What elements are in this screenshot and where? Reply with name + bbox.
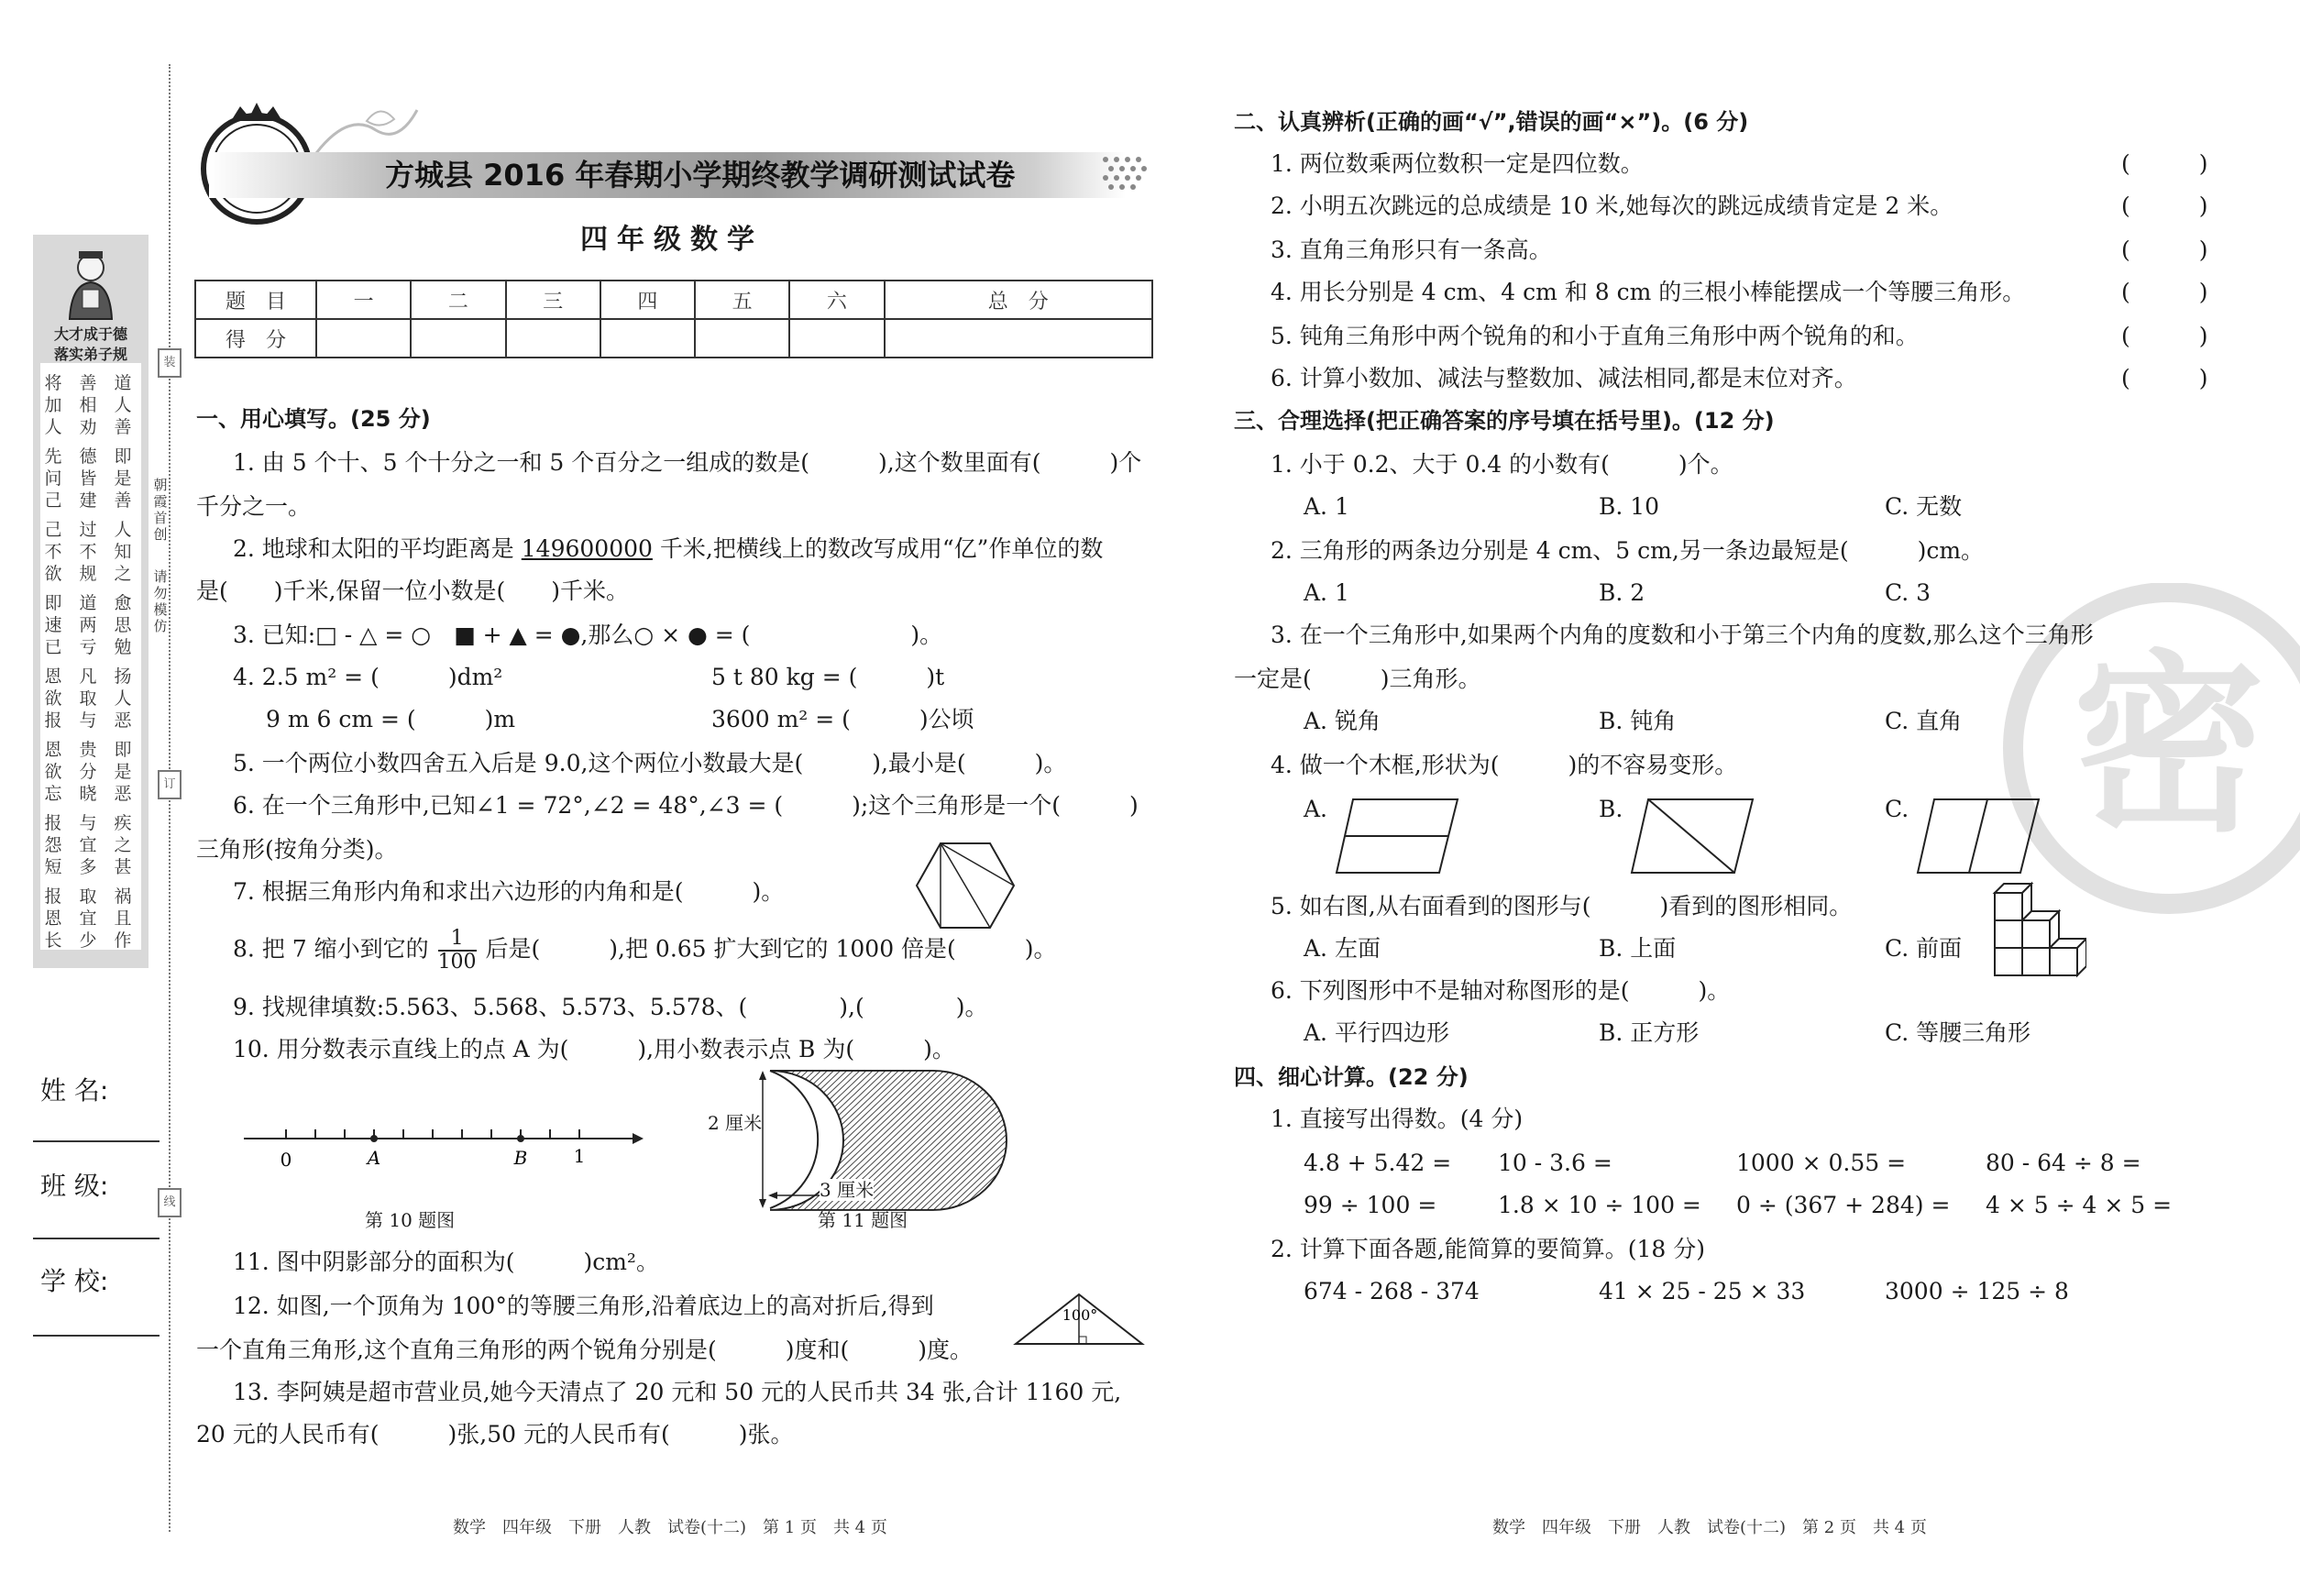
verse-col: 善相劝 — [79, 373, 97, 437]
question-2-line-1 — [233, 534, 1103, 565]
score-header-cell: 一 — [316, 281, 411, 319]
choice-6-option-b: B. 正方形 — [1599, 1019, 1700, 1046]
score-cell[interactable] — [789, 319, 884, 358]
verse-col: 扬人恶 — [114, 666, 132, 731]
motto-verses — [40, 363, 141, 950]
choice-2: 2. 三角形的两条边分别是 4 cm、5 cm,另一条边最短是( )cm。 — [1271, 537, 1985, 564]
choice-4-option-a: A. — [1304, 796, 1328, 822]
calc-2-title: 2. 计算下面各题,能简算的要简算。(18 分) — [1271, 1236, 1706, 1262]
point-a — [370, 1135, 378, 1142]
choice-3-line-1: 3. 在一个三角形中,如果两个内角的度数和小于第三个内角的度数,那么这个三角形 — [1271, 622, 2094, 648]
judge-6-answer[interactable]: ( ) — [2121, 365, 2208, 391]
section-2-title: 二、认真辨析(正确的画“√”,错误的画“×”)。(6 分) — [1234, 109, 1749, 135]
verse-col: 德皆建 — [79, 446, 97, 511]
question-7: 7. 根据三角形内角和求出六边形的内角和是( )。 — [233, 878, 785, 905]
semicircle-figure — [757, 1069, 1008, 1216]
choice-2-option-c: C. 3 — [1885, 579, 1931, 606]
calc-1-item: 1.8 × 10 ÷ 100 = — [1498, 1192, 1701, 1218]
question-13-line-1: 13. 李阿姨是超市营业员,她今天清点了 20 元和 50 元的人民币共 34 张,合计 1160 元, — [233, 1379, 1122, 1405]
choice-6-option-a: A. 平行四边形 — [1304, 1019, 1449, 1046]
score-row-label: 得 分 — [195, 319, 316, 358]
score-cell[interactable] — [316, 319, 411, 358]
question-12-line-1: 12. 如图,一个顶角为 100°的等腰三角形,沿着底边上的高对折后,得到 — [233, 1293, 934, 1319]
section-4-title: 四、细心计算。(22 分) — [1234, 1064, 1469, 1090]
fraction-denominator: 100 — [437, 951, 477, 974]
page-2-footer: 数学 四年级 下册 人教 试卷(十二) 第 2 页 共 4 页 — [1492, 1518, 1927, 1537]
parallelogram-c-figure — [1916, 798, 2041, 875]
page-1-footer: 数学 四年级 下册 人教 试卷(十二) 第 1 页 共 4 页 — [453, 1518, 887, 1537]
point-b — [517, 1135, 524, 1142]
class-label: 班 级: — [40, 1171, 109, 1201]
name-label: 姓 名: — [40, 1075, 109, 1106]
question-1-line-2: 千分之一。 — [196, 493, 312, 520]
dot-pattern-icon — [1100, 154, 1155, 196]
score-header-cell: 题 目 — [195, 281, 316, 319]
name-field[interactable] — [33, 1140, 160, 1142]
choice-6: 6. 下列图形中不是轴对称图形的是( )。 — [1271, 977, 1731, 1004]
question-4-b-left: 9 m 6 cm = ( )m — [266, 706, 516, 732]
question-6-line-1: 6. 在一个三角形中,已知∠1 = 72°,∠2 = 48°,∠3 = ( );这个三角形是一个( ) — [233, 792, 1139, 819]
choice-4-option-c: C. — [1885, 796, 1909, 822]
verse-col: 道两亏 — [79, 593, 97, 657]
verse-col: 恩欲忘 — [44, 740, 62, 804]
question-10: 10. 用分数表示直线上的点 A 为( ),用小数表示点 B 为( )。 — [233, 1036, 955, 1062]
verse-col: 过不规 — [79, 520, 97, 584]
score-value-row — [195, 319, 1152, 358]
number-line-one: 1 — [573, 1145, 586, 1167]
score-cell[interactable] — [600, 319, 695, 358]
cube-stack-figure — [1991, 880, 2086, 981]
score-header-cell: 四 — [600, 281, 695, 319]
choice-5-option-c: C. 前面 — [1885, 935, 1963, 962]
exam-subtitle: 四年级数学 — [580, 224, 764, 256]
apex-angle-label: 100° — [1062, 1306, 1098, 1324]
verse-col: 道人善 — [114, 373, 132, 437]
verse-col: 将加人 — [44, 373, 62, 437]
score-header-cell: 二 — [411, 281, 505, 319]
question-8-prefix: 8. 把 7 缩小到它的 — [233, 935, 429, 963]
score-cell[interactable] — [695, 319, 789, 358]
fraction-numerator: 1 — [438, 928, 477, 952]
question-11: 11. 图中阴影部分的面积为( )cm²。 — [233, 1249, 659, 1275]
vertical-note-1: 朝霞首创 — [153, 477, 168, 543]
verse-col: 愈思勉 — [114, 593, 132, 657]
verse-col: 即是善 — [114, 446, 132, 511]
score-header-cell: 三 — [506, 281, 600, 319]
hexagon-figure — [913, 840, 1018, 931]
question-4-b-right: 3600 m² = ( )公顷 — [711, 706, 974, 732]
choice-1-option-a: A. 1 — [1304, 493, 1349, 520]
choice-3-option-b: B. 钝角 — [1599, 708, 1677, 734]
calc-1-item: 4 × 5 ÷ 4 × 5 = — [1986, 1192, 2173, 1218]
judge-1: 1. 两位数乘两位数积一定是四位数。 — [1271, 150, 1644, 177]
calc-2-item: 674 - 268 - 374 — [1304, 1278, 1480, 1304]
judge-3: 3. 直角三角形只有一条高。 — [1271, 237, 1552, 263]
question-2-prefix: 2. 地球和太阳的平均距离是 — [233, 535, 514, 562]
exam-title: 方城县 2016 年春期小学期终教学调研测试试卷 — [385, 158, 1016, 193]
score-header-cell: 总 分 — [885, 281, 1153, 319]
scholar-icon — [59, 248, 123, 321]
judge-2: 2. 小明五次跳远的总成绩是 10 米,她每次的跳远成绩肯定是 2 米。 — [1271, 193, 1953, 219]
choice-2-option-a: A. 1 — [1304, 579, 1349, 606]
score-cell[interactable] — [506, 319, 600, 358]
verse-col: 取宜少 — [79, 886, 97, 951]
vertical-note-2: 请勿模仿 — [153, 568, 168, 634]
judge-6: 6. 计算小数加、减法与整数加、减法相同,都是末位对齐。 — [1271, 365, 1857, 391]
question-2-line-2: 是( )千米,保留一位小数是( )千米。 — [196, 578, 629, 604]
calc-1-item: 80 - 64 ÷ 8 = — [1986, 1150, 2141, 1176]
verse-col: 凡取与 — [79, 666, 97, 731]
calc-1-title: 1. 直接写出得数。(4 分) — [1271, 1106, 1524, 1132]
question-3: 3. 已知:□ - △ = ○ ■ + ▲ = ●,那么○ × ● = ( )。 — [233, 622, 943, 648]
isosceles-triangle-figure — [1012, 1291, 1146, 1348]
question-4-a-left: 4. 2.5 m² = ( )dm² — [233, 664, 503, 690]
seal-ding: 订 — [158, 770, 182, 799]
school-label: 学 校: — [40, 1266, 109, 1296]
verse-col: 人知之 — [114, 520, 132, 584]
motto-line-2: 落实弟子规 — [53, 346, 127, 363]
watermark-char: 密 — [2072, 633, 2266, 858]
school-field[interactable] — [33, 1335, 160, 1337]
verse-col: 报怨短 — [44, 813, 62, 877]
parallelogram-a-figure — [1335, 798, 1459, 875]
calc-2-item: 3000 ÷ 125 ÷ 8 — [1885, 1278, 2069, 1304]
question-4-a-right: 5 t 80 kg = ( )t — [711, 664, 945, 690]
figure-11-height-label: 2 厘米 — [708, 1112, 763, 1134]
section-1-title: 一、用心填写。(25 分) — [196, 406, 431, 432]
number-line-b-label: B — [513, 1147, 528, 1169]
verse-col: 即速已 — [44, 593, 62, 657]
score-header-row — [195, 281, 1152, 319]
question-8-suffix: 后是( ),把 0.65 扩大到它的 1000 倍是( )。 — [485, 935, 1057, 963]
choice-1-option-b: B. 10 — [1599, 493, 1660, 520]
parallelogram-b-figure — [1630, 798, 1755, 875]
verse-col: 与宜多 — [79, 813, 97, 877]
calc-1-item: 0 ÷ (367 + 284) = — [1736, 1192, 1951, 1218]
score-table — [194, 280, 1153, 358]
question-13-line-2: 20 元的人民币有( )张,50 元的人民币有( )张。 — [196, 1421, 794, 1447]
judge-4: 4. 用长分别是 4 cm、4 cm 和 8 cm 的三根小棒能摆成一个等腰三角形。 — [1271, 279, 2026, 305]
fraction — [438, 928, 477, 974]
verse-col: 即是恶 — [114, 740, 132, 804]
question-5: 5. 一个两位小数四舍五入后是 9.0,这个两位小数最大是( ),最小是( )。 — [233, 750, 1067, 776]
verse-col: 恩欲报 — [44, 666, 62, 731]
choice-4: 4. 做一个木框,形状为( )的不容易变形。 — [1271, 752, 1738, 778]
class-field[interactable] — [33, 1238, 160, 1239]
judge-4-answer[interactable]: ( ) — [2121, 279, 2208, 305]
judge-5: 5. 钝角三角形中两个锐角的和小于直角三角形中两个锐角的和。 — [1271, 323, 1919, 349]
judge-1-answer[interactable]: ( ) — [2121, 150, 2208, 177]
number-line-figure — [235, 1120, 647, 1175]
verse-col: 报恩长 — [44, 886, 62, 951]
section-3-title: 三、合理选择(把正确答案的序号填在括号里)。(12 分) — [1234, 408, 1775, 434]
choice-6-option-c: C. 等腰三角形 — [1885, 1019, 2031, 1046]
motto-panel — [33, 235, 149, 968]
calc-1-item: 99 ÷ 100 = — [1304, 1192, 1437, 1218]
distance-number: 149600000 — [521, 535, 653, 562]
choice-5-option-a: A. 左面 — [1304, 935, 1381, 962]
judge-3-answer[interactable]: ( ) — [2121, 237, 2208, 263]
verse-col: 先问己 — [44, 446, 62, 511]
choice-1: 1. 小于 0.2、大于 0.4 的小数有( )个。 — [1271, 451, 1733, 478]
score-cell[interactable] — [885, 319, 1153, 358]
figure-10-caption: 第 10 题图 — [365, 1209, 456, 1231]
calc-1-item: 1000 × 0.55 = — [1736, 1150, 1907, 1176]
choice-3-option-c: C. 直角 — [1885, 708, 1963, 734]
question-6-line-2: 三角形(按角分类)。 — [196, 836, 398, 863]
figure-11-caption: 第 11 题图 — [818, 1209, 908, 1231]
judge-5-answer[interactable]: ( ) — [2121, 323, 2208, 349]
seal-zhuang: 装 — [158, 348, 182, 378]
verse-col: 贵分晓 — [79, 740, 97, 804]
question-9: 9. 找规律填数:5.563、5.568、5.573、5.578、( ),( )。 — [233, 994, 988, 1020]
number-line-zero: 0 — [280, 1149, 292, 1171]
number-line-a-label: A — [367, 1147, 381, 1169]
score-header-cell: 五 — [695, 281, 789, 319]
question-1-line-1: 1. 由 5 个十、5 个十分之一和 5 个百分之一组成的数是( ),这个数里面有( )个 — [233, 449, 1142, 476]
figure-11-width-label: 3 厘米 — [820, 1179, 875, 1201]
choice-5-option-b: B. 上面 — [1599, 935, 1677, 962]
calc-1-item: 10 - 3.6 = — [1498, 1150, 1612, 1176]
score-cell[interactable] — [411, 319, 505, 358]
verse-col: 疾之甚 — [114, 813, 132, 877]
score-header-cell: 六 — [789, 281, 884, 319]
choice-1-option-c: C. 无数 — [1885, 493, 1963, 520]
choice-3-line-2: 一定是( )三角形。 — [1234, 666, 1481, 692]
calc-2-item: 41 × 25 - 25 × 33 — [1599, 1278, 1806, 1304]
choice-2-option-b: B. 2 — [1599, 579, 1645, 606]
calc-1-item: 4.8 + 5.42 = — [1304, 1150, 1452, 1176]
choice-5: 5. 如右图,从右面看到的图形与( )看到的图形相同。 — [1271, 893, 1853, 919]
question-12-line-2: 一个直角三角形,这个直角三角形的两个锐角分别是( )度和( )度。 — [196, 1337, 973, 1363]
verse-col: 祸且作 — [114, 886, 132, 951]
seal-xian: 线 — [158, 1188, 182, 1217]
question-8 — [233, 928, 1057, 974]
verse-col: 己不欲 — [44, 520, 62, 584]
judge-2-answer[interactable]: ( ) — [2121, 193, 2208, 219]
choice-3-option-a: A. 锐角 — [1304, 708, 1381, 734]
choice-4-option-b: B. — [1599, 796, 1623, 822]
question-2-suffix: 千米,把横线上的数改写成用“亿”作单位的数 — [659, 535, 1104, 562]
motto-line-1: 大才成于德 — [53, 325, 127, 343]
